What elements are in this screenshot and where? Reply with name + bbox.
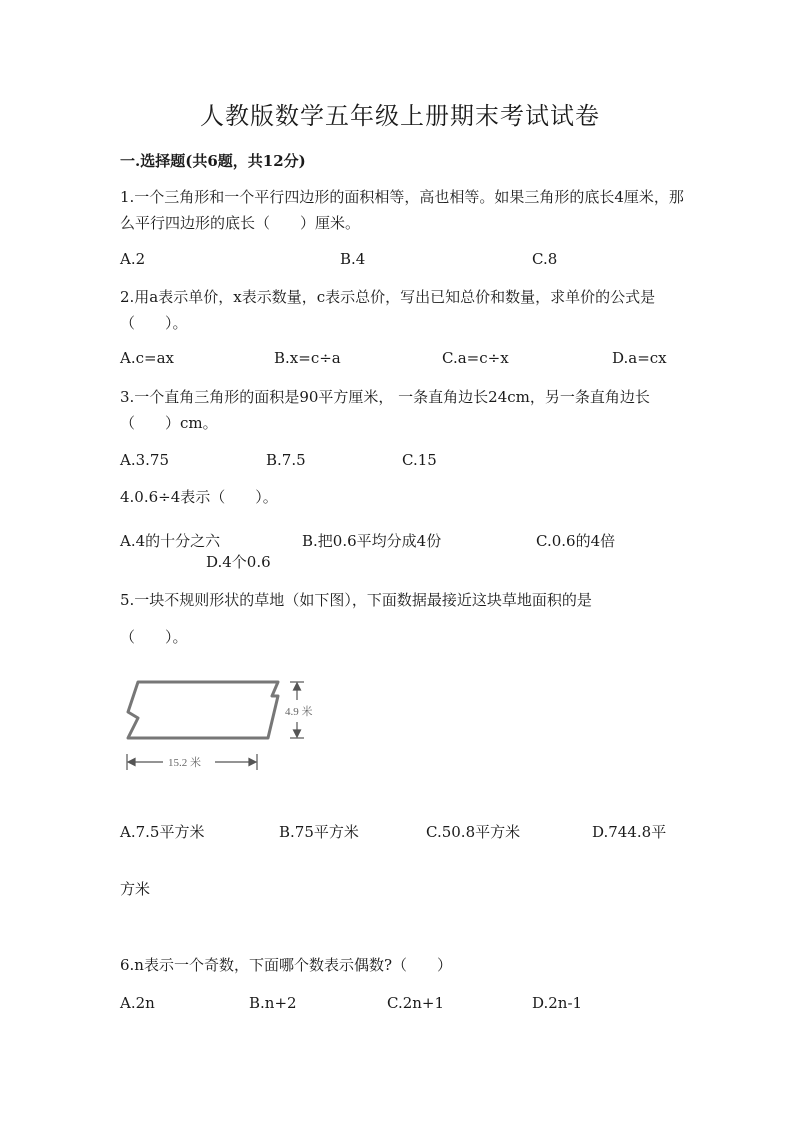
width-label: 15.2 米 bbox=[168, 757, 201, 769]
q5-option-d[interactable]: D.744.8平 bbox=[592, 823, 667, 841]
q6-option-a[interactable]: A.2n bbox=[120, 994, 155, 1012]
page-title: 人教版数学五年级上册期末考试试卷 bbox=[200, 102, 600, 130]
q3-option-c[interactable]: C.15 bbox=[402, 451, 437, 469]
q1-option-a[interactable]: A.2 bbox=[120, 250, 146, 268]
question-5-continued: （ ）。 bbox=[120, 628, 188, 646]
question-1: 1.一个三角形和一个平行四边形的面积相等，高也相等。如果三角形的底长4厘米，那么平行四边形的底长（ ）厘米。 bbox=[120, 188, 684, 232]
q4-option-a[interactable]: A.4的十分之六 bbox=[120, 532, 221, 550]
section-heading: 一.选择题(共6题，共12分) bbox=[120, 152, 306, 170]
q1-option-c[interactable]: C.8 bbox=[532, 250, 558, 268]
q5-option-d-continued: 方米 bbox=[120, 880, 151, 898]
q2-option-c[interactable]: C.a=c÷x bbox=[442, 349, 509, 367]
q4-option-b[interactable]: B.把0.6平均分成4份 bbox=[302, 532, 442, 550]
lawn-shape bbox=[128, 682, 278, 738]
q5-option-a[interactable]: A.7.5平方米 bbox=[120, 823, 205, 841]
question-6: 6.n表示一个奇数，下面哪个数表示偶数?（ ） bbox=[120, 956, 453, 974]
question-4: 4.0.6÷4表示（ ）。 bbox=[120, 488, 278, 506]
q1-option-b[interactable]: B.4 bbox=[340, 250, 366, 268]
q6-option-b[interactable]: B.n+2 bbox=[249, 994, 297, 1012]
q3-option-a[interactable]: A.3.75 bbox=[120, 451, 169, 469]
height-label: 4.9 米 bbox=[285, 706, 313, 718]
q2-option-a[interactable]: A.c=ax bbox=[120, 349, 174, 367]
q6-option-d[interactable]: D.2n-1 bbox=[532, 994, 583, 1012]
question-3: 3.一个直角三角形的面积是90平方厘米， 一条直角边长24cm，另一条直角边长（ ）cm。 bbox=[120, 388, 650, 432]
q3-option-b[interactable]: B.7.5 bbox=[266, 451, 306, 469]
q4-option-c[interactable]: C.0.6的4倍 bbox=[536, 532, 616, 550]
question-2: 2.用a表示单价，x表示数量，c表示总价，写出已知总价和数量，求单价的公式是（ ）。 bbox=[120, 288, 656, 332]
question-5: 5.一块不规则形状的草地（如下图），下面数据最接近这块草地面积的是 bbox=[120, 591, 592, 609]
q4-option-d[interactable]: D.4个0.6 bbox=[206, 553, 271, 571]
q2-option-b[interactable]: B.x=c÷a bbox=[274, 349, 341, 367]
q5-option-b[interactable]: B.75平方米 bbox=[279, 823, 359, 841]
q2-option-d[interactable]: D.a=cx bbox=[612, 349, 667, 367]
q5-option-c[interactable]: C.50.8平方米 bbox=[426, 823, 521, 841]
q6-option-c[interactable]: C.2n+1 bbox=[387, 994, 445, 1012]
lawn-figure bbox=[118, 672, 338, 786]
